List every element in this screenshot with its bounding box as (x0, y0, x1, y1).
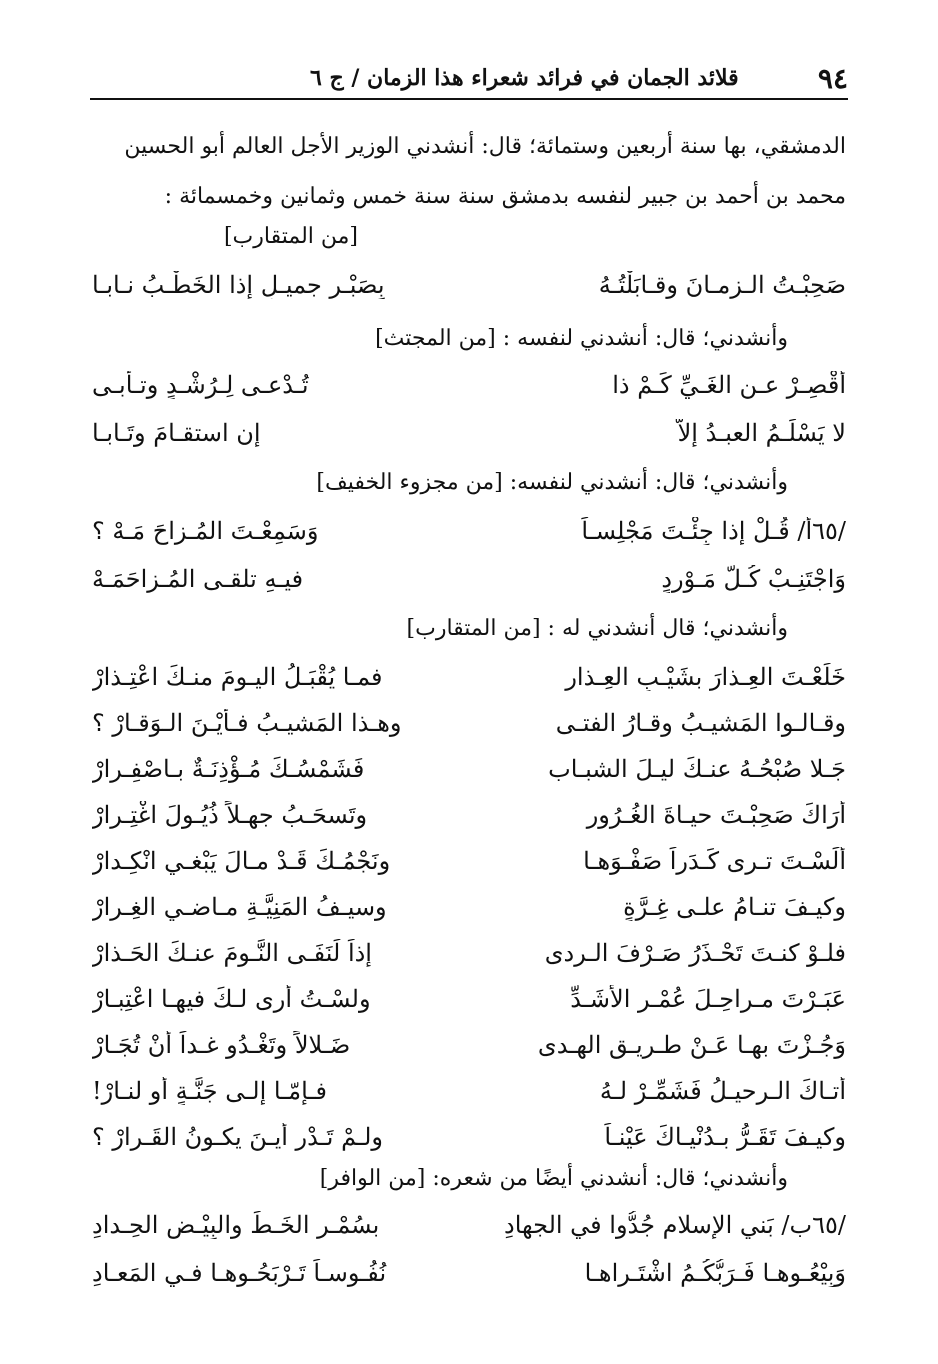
verse-line (92, 884, 846, 930)
verse-line (92, 1022, 846, 1068)
running-title: قلائد الجمان في فرائد شعراء هذا الزمان / ج ٦ (310, 65, 739, 91)
verse-line (92, 556, 846, 602)
second-hemistich: تُـدْعـى لِـرُشْـدٍ وتـأبـى (92, 371, 309, 399)
verse-line (92, 792, 846, 838)
section-intro: وأنشدني؛ قال: أنشدني لنفسه: [من مجزوء الخفيف] (316, 470, 788, 495)
first-hemistich: وكيـفَ تنـامُ علـى غِـرَّةٍ (623, 893, 846, 921)
first-hemistich: أتـاكَ الـرحيـلُ فَشَمِّـرْ لـهُ (599, 1077, 846, 1105)
second-hemistich: فـإمّـا إلـى جَنَّـةٍ أو لنـارْ! (92, 1077, 327, 1105)
meter-label: [من المتقارب] (223, 224, 358, 249)
second-hemistich: ضَـلالاً وتَغْـدُو غـداً أَنْ تُجَـارْ (92, 1031, 351, 1059)
first-hemistich: جَـلا صُبْحُـهُ عنـكَ ليـلَ الشبـاب (548, 755, 846, 783)
second-hemistich: بِصَبْـرٍ جميـلٍ إذا الخَطْـبُ نـابـا (92, 271, 385, 299)
second-hemistich: فَشَمْسُـكَ مُـؤْذِنَـةٌ بـاصْفِـرارْ (92, 755, 365, 783)
verse-line (92, 1250, 846, 1296)
verse-line (92, 508, 846, 554)
first-hemistich: وقـالـوا المَشيـبُ وقـارُ الفتـى (555, 709, 846, 737)
section-intro: وأنشدني؛ قال: أنشدني لنفسه : [من المجتث] (375, 326, 788, 351)
verse-line (92, 262, 846, 308)
first-hemistich: لا يَسْلَـمُ العبـدُ إلاّ (677, 419, 846, 447)
verse-line (92, 838, 846, 884)
second-hemistich: بسُمْـرِ الخَـطِّ والبِيْـضِ الحِـدادِ (92, 1211, 380, 1239)
first-hemistich: فلـوْ كنـتَ تَحْـذَرُ صَـرْفَ الـردى (544, 939, 846, 967)
page-number: ٩٤ (817, 61, 848, 95)
second-hemistich: ولسْـتُ أرى لـكَ فيهـا اعْتِبـارْ (92, 985, 371, 1013)
second-hemistich: وسيـفُ المَنِيَّـةِ مـاضـي الغِـرارْ (92, 893, 387, 921)
verse-line (92, 654, 846, 700)
first-hemistich: وَجُـزْتَ بهـا عَـنْ طـريـقِ الهـدى (537, 1031, 846, 1059)
first-hemistich: /٦٥ب/ بَني الإسلامِ جُدُّوا في الجهادِ (504, 1211, 846, 1239)
verse-line (92, 976, 846, 1022)
verse-line (92, 410, 846, 456)
section-intro: وأنشدني؛ قال: أنشدني أيضًا من شعره: [من الوافر] (319, 1166, 788, 1191)
verse-line (92, 930, 846, 976)
second-hemistich: إذاً لَنَفَـى النَّـومَ عنـكَ الحَـذارْ (92, 939, 372, 967)
verse-line (92, 362, 846, 408)
verse-line (92, 1202, 846, 1248)
second-hemistich: ونَجْمُـكَ قَـدْ مـالَ يَبْغـي انْكِـدارْ (92, 847, 391, 875)
second-hemistich: وَسَمِعْـتَ المُـزاحَ مَـهْ ؟ (92, 517, 319, 545)
second-hemistich: فمـا يُقْبَـلُ اليـومَ منـكَ اعْتِـذارْ (92, 663, 383, 691)
first-hemistich: أَرَاكَ صَحِبْـتَ حيـاةَ الغُـرُور (586, 801, 846, 829)
intro-line-2: محمد بن أحمد بن جبير لنفسه بدمشق سنة سنة خمس وثمانين وخمسمائة : (164, 184, 846, 209)
running-header (90, 58, 848, 100)
verse-line (92, 700, 846, 746)
second-hemistich: ولـمْ تَـدْرِ أيـنَ يكـونُ القَـرارْ ؟ (92, 1123, 383, 1151)
first-hemistich: خَلَعْـتَ العِـذارَ بشَيْـبِ العِـذار (565, 663, 846, 691)
first-hemistich: عَبَـرْتَ مـراحِـلَ عُمْـرٍ الأشَـدِّ (570, 985, 846, 1013)
second-hemistich: وتَسحَـبُ جهـلاً ذُيُـولَ اغْتِـرارْ (92, 801, 368, 829)
first-hemistich: وكيـفَ تَقَـرُّ بـدُنْيـاكَ عَيْنـاً (604, 1123, 846, 1151)
verse-line (92, 1114, 846, 1160)
section-intro: وأنشدني؛ قال أنشدني له : [من المتقارب] (406, 616, 788, 641)
first-hemistich: صَحِبْـتُ الـزمـانَ وقـابَلْتُـهُ (598, 271, 846, 299)
intro-line-1: الدمشقي، بها سنة أربعين وستمائة؛ قال: أنشدني الوزير الأجل العالم أبو الحسين (124, 134, 846, 159)
verse-line (92, 746, 846, 792)
second-hemistich: فيـهِ تلقـى المُـزاحَمَـهْ (92, 565, 304, 593)
second-hemistich: نُفُـوسـاً تَـرْبَحُـوهـا فـي المَعـادِ (92, 1259, 387, 1287)
second-hemistich: وهـذا المَشيـبُ فـأَيْـنَ الـوَقـارْ ؟ (92, 709, 402, 737)
first-hemistich: وَبِيْعُـوهـا فَـرَبُّكُـمُ اشْتَـراهـا (584, 1259, 846, 1287)
first-hemistich: /٦٥أ/ قُـلْ إذا جِئْـتَ مَجْلِسـاً (581, 517, 846, 545)
second-hemistich: إن استقـامَ وتَـابـا (92, 419, 261, 447)
verse-line (92, 1068, 846, 1114)
first-hemistich: وَاجْتَنِـبْ كُـلَّ مَـوْرِدٍ (661, 565, 846, 593)
first-hemistich: أَقْصِـرْ عـنِ الغَـيِّ كَـمْ ذا (612, 371, 846, 399)
first-hemistich: أَلَسْـتَ تـرى كَـدَراً صَفْـوَهـا (583, 847, 846, 875)
